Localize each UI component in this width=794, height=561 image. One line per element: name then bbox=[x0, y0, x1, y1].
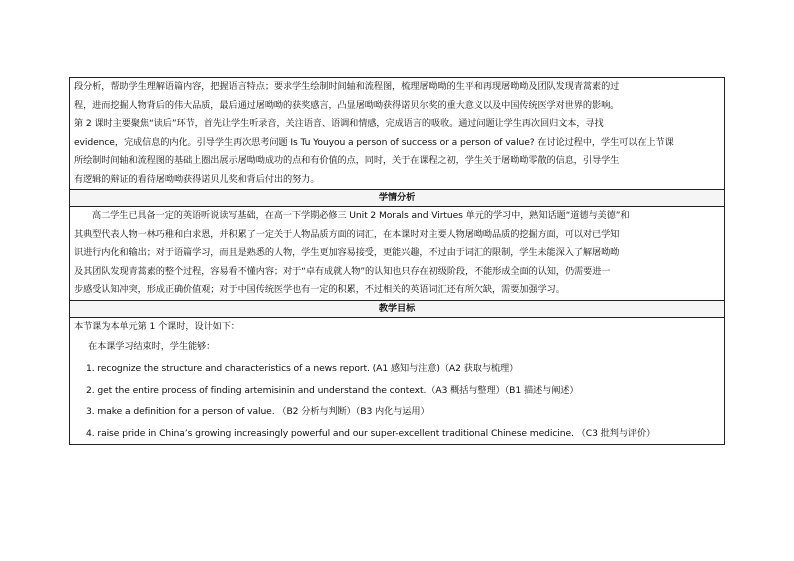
objectives-lead: 在本课学习结束时，学生能够： bbox=[88, 341, 216, 352]
design-line: 所绘制时间轴和流程图的基础上圈出展示屠呦呦成功的点和有价值的点，同时，关于在课程之初，学生关于屠呦呦零散的信息，引导学生 bbox=[74, 155, 620, 166]
objectives-intro: 本节课为本单元第 1 个课时，设计如下： bbox=[74, 320, 240, 332]
design-line: 第 2 课时主要聚焦“读后”环节，首先让学生听录音，关注语音、语调和情感，完成语言的吸收。通过问题让学生再次回归文本，寻找 bbox=[74, 118, 604, 129]
learner-analysis-line: 识进行内化和输出；对于语篇学习，而且是熟悉的人物，学生更加容易接受，更能兴趣，不过由于词汇的限制，学生未能深入了解屠呦呦 bbox=[74, 247, 620, 258]
learner-analysis-cell bbox=[70, 207, 725, 301]
objectives-cell bbox=[70, 317, 725, 445]
design-line: evidence，完成信息的内化。引导学生再次思考问题 Is Tu Youyou a person of success or a person of value? 在讨论过程中，学生可以在上节课 bbox=[74, 136, 674, 148]
learner-analysis-line: 高二学生已具备一定的英语听说读写基础，在高一下学期必修三 Unit 2 Morals and Virtues 单元的学习中，熟知话题“道德与美德”和 bbox=[92, 210, 630, 221]
learner-analysis-line: 其典型代表人物一林巧稚和白求恩，并积累了一定关于人物品质方面的词汇，在本课时对主要人物屠呦呦品质的挖掘方面，可以对已学知 bbox=[74, 228, 620, 240]
learner-analysis-line: 及其团队发现青蒿素的整个过程，容易看不懂内容；对于“卓有成就人物”的认知也只存在初级阶段，不能形成全面的认知，仍需要进一 bbox=[74, 265, 611, 277]
lesson-design-cell bbox=[70, 78, 725, 190]
design-line: 程，进而挖掘人物背后的伟大品质，最后通过屠呦呦的获奖感言，凸显屠呦呦获得诺贝尔奖的重大意义以及中国传统医学对世界的影响。 bbox=[74, 99, 620, 111]
objective-item: 4. raise pride in China’s growing increasingly powerful and our super-excellent traditional Chinese medicine. （C3 批判与评价） bbox=[86, 427, 656, 439]
objective-item: 2. get the entire process of finding artemisinin and understand the context.（A3 概括与整理）（B1 描述与阐述） bbox=[86, 384, 579, 396]
lesson-plan-table bbox=[69, 77, 725, 445]
objective-item: 3. make a definition for a person of value. （B2 分析与判断）（B3 内化与运用） bbox=[86, 406, 430, 417]
objective-item: 1. recognize the structure and characteristics of a news report. (A1 感知与注意)（A2 获取与梳理） bbox=[86, 363, 519, 374]
design-line: 段分析，帮助学生理解语篇内容，把握语言特点；要求学生绘制时间轴和流程图，梳理屠呦呦的生平和再现屠呦呦及团队发现青蒿素的过 bbox=[74, 81, 620, 92]
objectives-heading: 教学目标 bbox=[70, 300, 725, 317]
design-line: 有逻辑的辩证的看待屠呦呦获得诺贝儿奖和背后付出的努力。 bbox=[74, 173, 320, 185]
learner-analysis-heading: 学情分析 bbox=[70, 190, 725, 207]
learner-analysis-line: 步感受认知冲突，形成正确价值观；对于中国传统医学也有一定的积累，不过相关的英语词汇还有所欠缺，需要加强学习。 bbox=[74, 284, 565, 295]
